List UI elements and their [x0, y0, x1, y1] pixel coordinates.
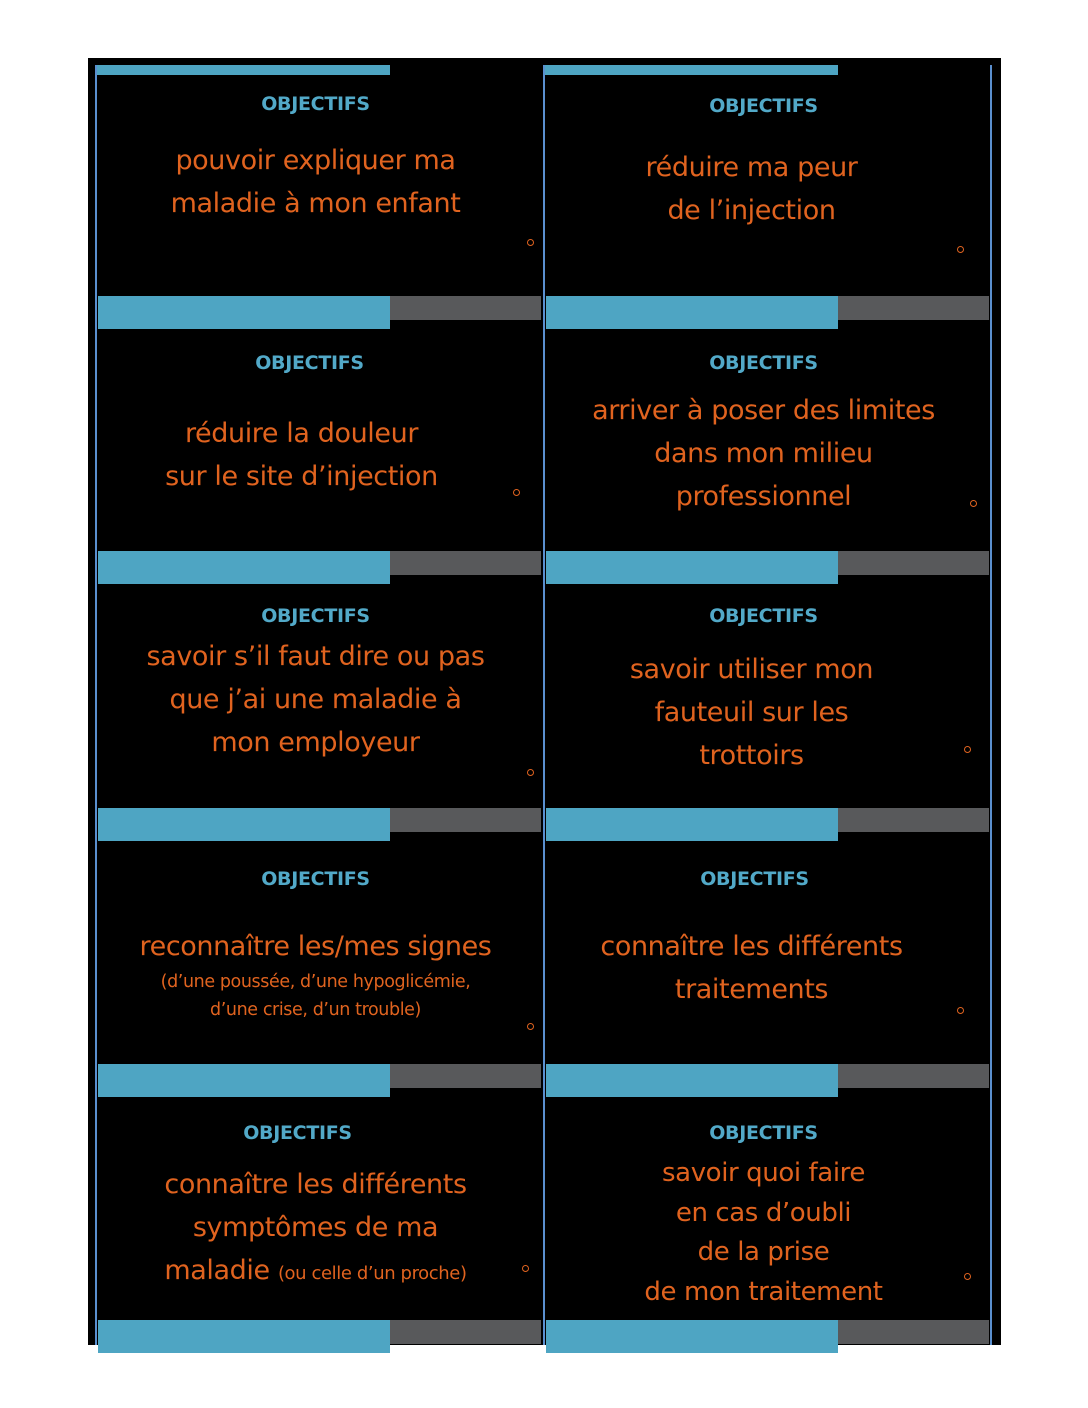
objective-card — [541, 848, 986, 1064]
top-accent-bar — [95, 65, 390, 75]
card-heading: OBJECTIFS — [709, 352, 818, 374]
card-heading: OBJECTIFS — [261, 605, 370, 627]
card-text — [541, 925, 962, 1011]
card-text-line: de la prise — [697, 1237, 830, 1267]
card-text-word: maladie — [164, 1255, 270, 1286]
right-border-line — [990, 65, 992, 1345]
separator-blue-bar — [98, 296, 390, 329]
separator-blue-bar — [546, 296, 838, 329]
separator-blue-bar — [98, 1064, 390, 1097]
separator-gray-bar — [388, 1320, 541, 1344]
card-text-line: maladie à mon enfant — [170, 188, 461, 219]
separator-blue-bar — [98, 808, 390, 841]
separator-gray-bar — [388, 296, 541, 320]
card-text-line: connaître les différents — [600, 931, 903, 962]
card-text-line: arriver à poser des limites — [592, 395, 935, 426]
card-text-line: fauteuil sur les — [654, 697, 849, 728]
separator-blue-bar — [546, 1064, 838, 1097]
corner-dot-icon — [527, 769, 534, 776]
separator-gray-bar — [836, 296, 989, 320]
corner-dot-icon — [957, 246, 964, 253]
card-text-line: que j’ai une maladie à — [169, 684, 462, 715]
separator-gray-bar — [388, 1064, 541, 1088]
separator-blue-bar — [546, 808, 838, 841]
card-heading: OBJECTIFS — [700, 868, 809, 890]
card-text — [541, 146, 962, 232]
card-text — [541, 389, 986, 518]
corner-dot-icon — [522, 1265, 529, 1272]
corner-dot-icon — [527, 239, 534, 246]
card-text-line: dans mon milieu — [654, 438, 873, 469]
card-text-line: trottoirs — [699, 740, 804, 771]
card-heading: OBJECTIFS — [261, 868, 370, 890]
card-text — [93, 925, 538, 1024]
objective-card — [93, 591, 538, 808]
separator-gray-bar — [836, 1320, 989, 1344]
card-text-subline: d’une crise, d’un trouble) — [210, 1000, 421, 1020]
objective-card — [93, 1104, 538, 1320]
card-text — [93, 1163, 538, 1295]
objective-card — [541, 1104, 986, 1320]
card-text-line: réduire ma peur — [645, 152, 858, 183]
separator-gray-bar — [388, 808, 541, 832]
card-text-line: pouvoir expliquer ma — [175, 145, 456, 176]
card-heading: OBJECTIFS — [255, 352, 364, 374]
card-heading: OBJECTIFS — [243, 1122, 352, 1144]
card-text-aside: (ou celle d’un proche) — [277, 1263, 467, 1284]
separator-blue-bar — [546, 1320, 838, 1353]
card-text-line: sur le site d’injection — [165, 461, 438, 492]
card-text-line: professionnel — [675, 481, 852, 512]
separator-gray-bar — [836, 1064, 989, 1088]
card-heading: OBJECTIFS — [261, 93, 370, 115]
corner-dot-icon — [513, 489, 520, 496]
card-heading: OBJECTIFS — [709, 95, 818, 117]
card-heading: OBJECTIFS — [709, 605, 818, 627]
card-text-line: savoir quoi faire — [662, 1158, 865, 1188]
card-text-line: mon employeur — [211, 727, 420, 758]
card-text-line: en cas d’oubli — [675, 1197, 852, 1228]
corner-dot-icon — [957, 1007, 964, 1014]
corner-dot-icon — [964, 1273, 971, 1280]
separator-blue-bar — [546, 551, 838, 584]
card-text-line — [93, 1249, 538, 1295]
separator-gray-bar — [836, 808, 989, 832]
card-text — [93, 412, 510, 498]
card-text-line: de l’injection — [667, 195, 836, 226]
card-text-line: connaître les différents — [164, 1169, 467, 1200]
separator-gray-bar — [836, 551, 989, 575]
objective-card — [541, 75, 986, 295]
objective-card — [93, 336, 538, 551]
top-accent-bar — [544, 65, 838, 75]
card-text-line: réduire la douleur — [184, 418, 419, 449]
objective-card — [93, 75, 538, 295]
separator-gray-bar — [388, 551, 541, 575]
card-text-line: symptômes de ma — [192, 1212, 439, 1243]
card-text — [93, 635, 538, 764]
card-text-subline: (d’une poussée, d’une hypoglicémie, — [160, 972, 471, 992]
card-text-line: savoir utiliser mon — [629, 654, 874, 685]
card-text — [93, 139, 538, 225]
card-text-line: savoir s’il faut dire ou pas — [146, 641, 485, 672]
card-text-line: reconnaître les/mes signes — [139, 931, 492, 962]
card-text-line: de mon traitement — [644, 1276, 883, 1307]
card-text — [541, 648, 962, 777]
objective-card — [541, 591, 986, 808]
card-text — [541, 1154, 986, 1312]
corner-dot-icon — [964, 746, 971, 753]
card-heading: OBJECTIFS — [709, 1122, 818, 1144]
separator-blue-bar — [98, 551, 390, 584]
objective-card — [93, 848, 538, 1064]
card-sheet — [88, 58, 1001, 1345]
corner-dot-icon — [527, 1023, 534, 1030]
card-text-line: traitements — [674, 974, 829, 1005]
separator-blue-bar — [98, 1320, 390, 1353]
objective-card — [541, 336, 986, 551]
corner-dot-icon — [970, 500, 977, 507]
